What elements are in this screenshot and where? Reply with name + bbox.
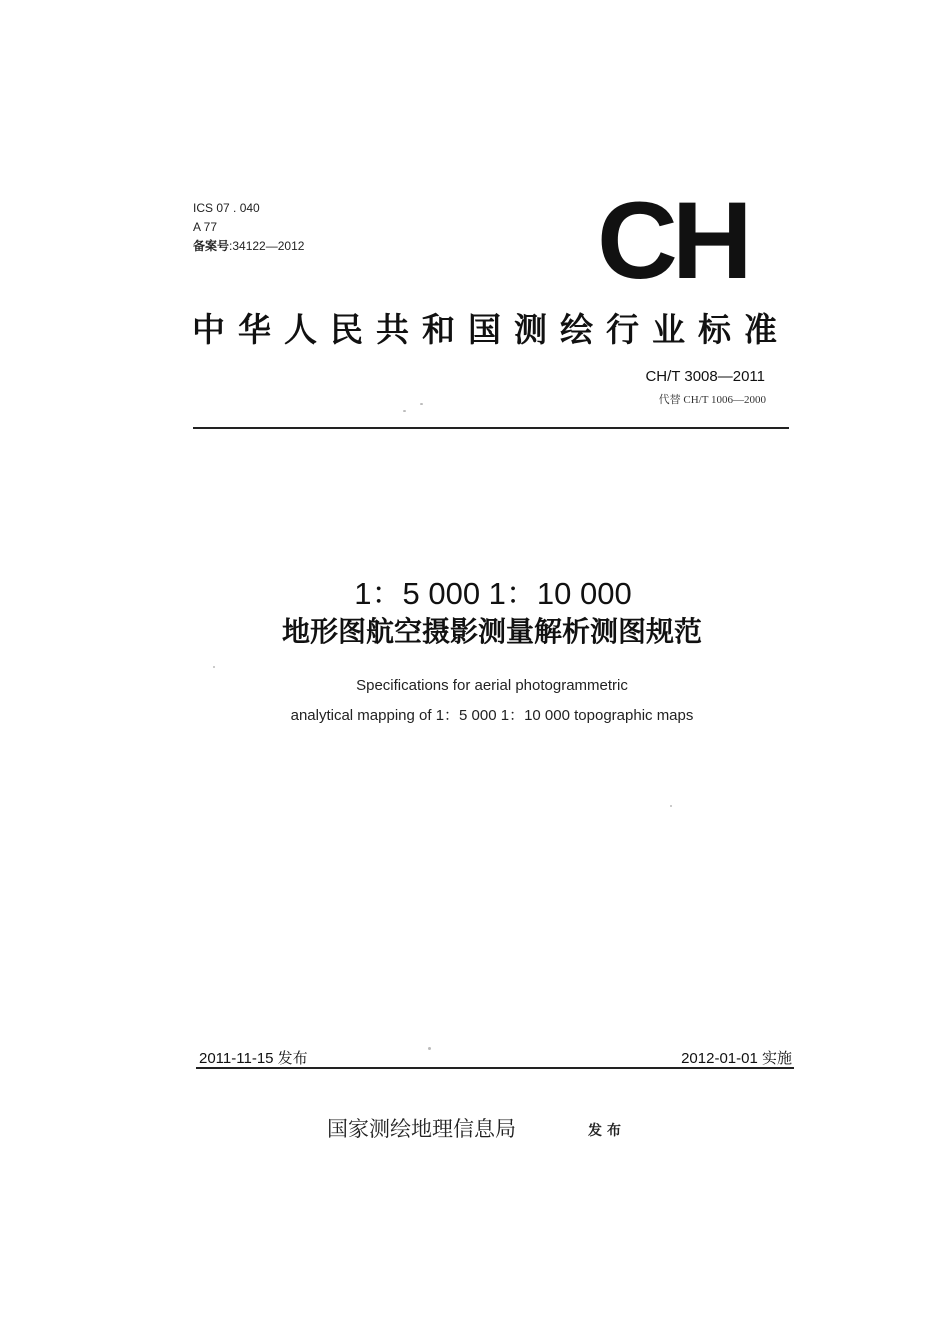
record-number-label: 备案号 bbox=[193, 239, 230, 253]
scan-speck bbox=[403, 410, 406, 412]
scan-speck bbox=[420, 403, 423, 405]
effective-date: 2012-01-01 实施 bbox=[681, 1050, 792, 1067]
scale-title: 1：5 000 1：10 000 bbox=[354, 576, 632, 611]
replaces-code: 代替 CH/T 1006—2000 bbox=[658, 394, 766, 406]
industry-standard-title: 中华人民共和国测绘行业标准 bbox=[192, 310, 790, 349]
scan-speck bbox=[428, 1047, 431, 1050]
english-title-line-2: analytical mapping of 1：5 000 1：10 000 topographic maps bbox=[290, 707, 694, 724]
publish-verb: 发布 bbox=[588, 1123, 626, 1139]
ch-logo: CH bbox=[597, 179, 747, 302]
publisher-name: 国家测绘地理信息局 bbox=[327, 1117, 516, 1141]
footer-divider bbox=[196, 1067, 794, 1069]
english-title-line-1: Specifications for aerial photogrammetric bbox=[356, 677, 628, 694]
issue-date: 2011-11-15 发布 bbox=[199, 1050, 308, 1067]
classification-code: A 77 bbox=[193, 220, 218, 234]
header-divider bbox=[193, 427, 789, 429]
record-number bbox=[193, 237, 304, 255]
standard-code: CH/T 3008—2011 bbox=[645, 368, 765, 385]
chinese-title: 地形图航空摄影测量解析测图规范 bbox=[281, 615, 702, 648]
scan-speck bbox=[670, 805, 672, 807]
ics-code: ICS 07 . 040 bbox=[193, 201, 260, 215]
scan-speck bbox=[213, 666, 215, 668]
record-number-value: :34122—2012 bbox=[229, 239, 305, 253]
